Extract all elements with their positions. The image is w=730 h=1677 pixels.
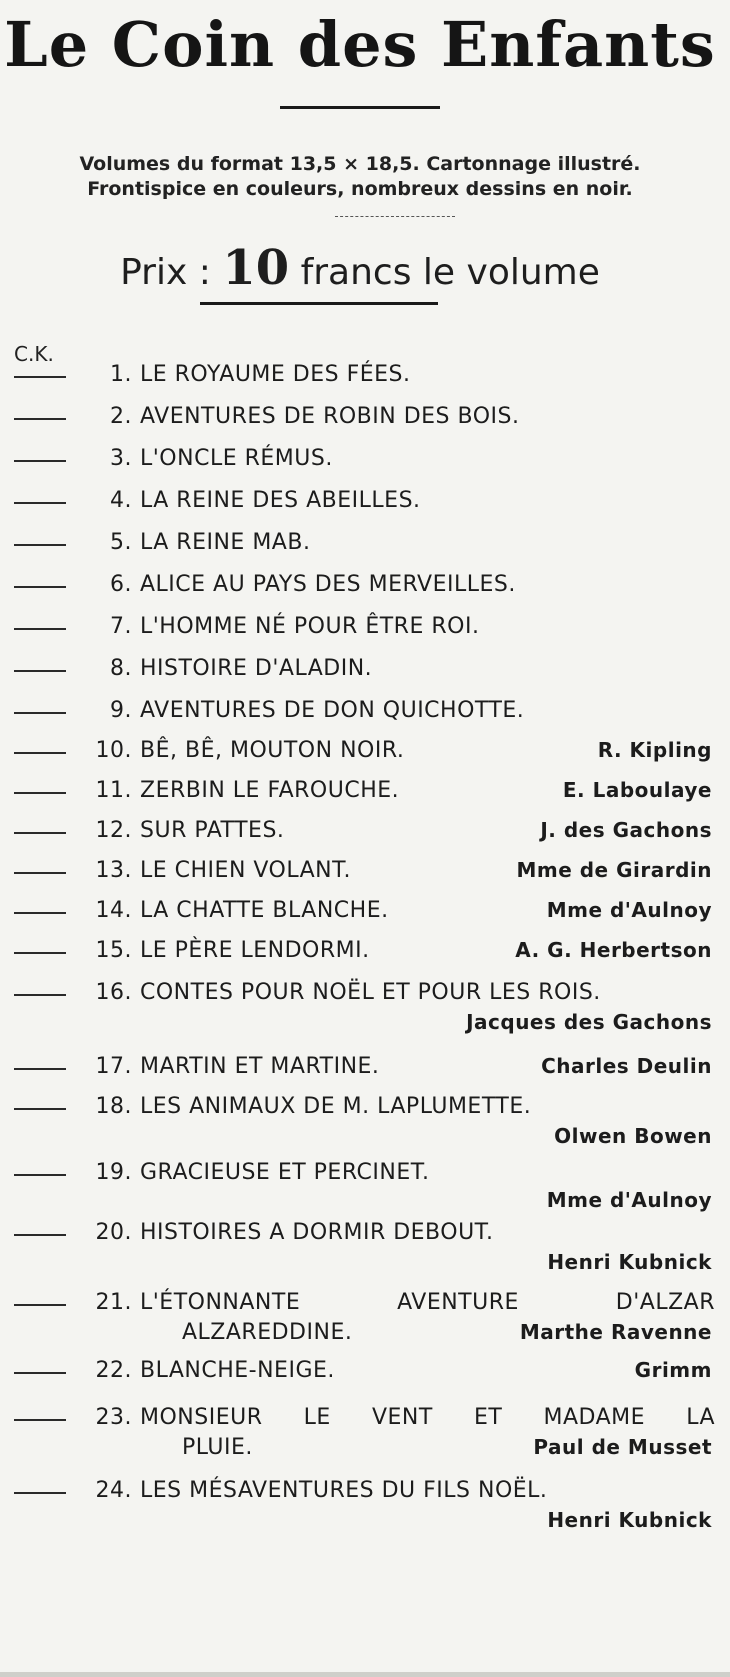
entry-dash	[14, 792, 66, 794]
entry-dash	[14, 832, 66, 834]
item-title-word: MADAME	[543, 1405, 646, 1430]
item-title	[76, 488, 421, 513]
item-title	[76, 1160, 430, 1185]
item-author: Mme de Girardin	[516, 858, 712, 882]
item-title-text: LE ROYAUME DES FÉES.	[140, 362, 411, 387]
item-title-text: HISTOIRES A DORMIR DEBOUT.	[140, 1220, 494, 1245]
item-title-text: L'ONCLE RÉMUS.	[140, 446, 333, 471]
item-title	[76, 614, 479, 639]
entry-dash	[14, 712, 66, 714]
entry-dash	[14, 376, 66, 378]
item-title	[76, 656, 372, 681]
item-title-text: SUR PATTES.	[140, 818, 285, 843]
page-title: Le Coin des Enfants	[4, 8, 716, 81]
item-author: Grimm	[634, 1358, 712, 1382]
item-number-text: 15.	[95, 938, 132, 963]
item-title-text: LA REINE MAB.	[140, 530, 311, 555]
price-suffix: francs le volume	[300, 252, 600, 293]
item-title-text: CONTES POUR NOËL ET POUR LES ROIS.	[140, 980, 601, 1005]
item-title	[76, 980, 601, 1005]
item-title	[76, 1094, 531, 1119]
price-value: 10	[222, 240, 290, 296]
item-author: Henri Kubnick	[547, 1250, 712, 1274]
item-title-word: L'ÉTONNANTE	[140, 1290, 301, 1315]
item-number-text: 5.	[110, 530, 132, 555]
price-underline	[200, 302, 438, 305]
item-title	[76, 404, 519, 429]
item-title	[76, 818, 284, 843]
item-author: Charles Deulin	[541, 1054, 712, 1078]
item-title	[76, 362, 411, 387]
item-title-text: LA CHATTE BLANCHE.	[140, 898, 389, 923]
price-prefix: Prix :	[120, 252, 211, 293]
entry-dash	[14, 460, 66, 462]
item-title-text: L'HOMME NÉ POUR ÊTRE ROI.	[140, 614, 480, 639]
item-number-text: 17.	[95, 1054, 132, 1079]
item-title-text: LE CHIEN VOLANT.	[140, 858, 351, 883]
entry-dash	[14, 1419, 66, 1421]
item-title	[76, 446, 333, 471]
item-author: J. des Gachons	[540, 818, 712, 842]
item-number-text: 7.	[110, 614, 132, 639]
entry-dash	[14, 670, 66, 672]
item-title-text: AVENTURES DE DON QUICHOTTE.	[140, 698, 525, 723]
item-number-text: 20.	[95, 1220, 132, 1245]
item-author: Marthe Ravenne	[519, 1320, 712, 1344]
entry-dash	[14, 502, 66, 504]
item-number-text: 18.	[95, 1094, 132, 1119]
entry-dash	[14, 1492, 66, 1494]
item-title-continued: PLUIE.	[182, 1435, 253, 1460]
item-title	[76, 858, 351, 883]
item-title-text: LA REINE DES ABEILLES.	[140, 488, 421, 513]
item-author: E. Laboulaye	[562, 778, 712, 802]
item-title	[76, 530, 310, 555]
format-line-2: Frontispice en couleurs, nombreux dessins en noir.	[87, 178, 633, 200]
item-number-text: 24.	[95, 1478, 132, 1503]
item-number-text: 10.	[95, 738, 132, 763]
entry-dash	[14, 872, 66, 874]
entry-dash	[14, 1304, 66, 1306]
list-item	[0, 980, 730, 1060]
entry-dash	[14, 628, 66, 630]
format-description	[0, 152, 720, 202]
entry-dash	[14, 994, 66, 996]
item-title-text: BÊ, BÊ, MOUTON NOIR.	[140, 738, 405, 763]
item-title-line	[140, 1405, 715, 1430]
format-line-1: Volumes du format 13,5 × 18,5. Cartonnage illustré.	[79, 153, 641, 175]
item-title-text: HISTOIRE D'ALADIN.	[140, 656, 373, 681]
item-author: Paul de Musset	[533, 1435, 712, 1459]
item-number-text: 21.	[95, 1290, 132, 1315]
item-author: Henri Kubnick	[547, 1508, 712, 1532]
item-number-text: 14.	[95, 898, 132, 923]
collection-code: C.K.	[14, 342, 54, 366]
entry-dash	[14, 912, 66, 914]
item-number-text: 16.	[95, 980, 132, 1005]
item-title-text: GRACIEUSE ET PERCINET.	[140, 1160, 430, 1185]
entry-dash	[14, 752, 66, 754]
item-number-text: 3.	[110, 446, 132, 471]
item-title-text: ZERBIN LE FAROUCHE.	[140, 778, 400, 803]
item-title-word: ET	[474, 1405, 503, 1430]
entry-dash	[14, 1234, 66, 1236]
item-number-text: 1.	[110, 362, 132, 387]
item-author: R. Kipling	[597, 738, 712, 762]
item-author: Mme d'Aulnoy	[546, 898, 712, 922]
item-title	[76, 938, 370, 963]
entry-dash	[14, 544, 66, 546]
entry-dash	[14, 1174, 66, 1176]
item-number-text: 6.	[110, 572, 132, 597]
entry-dash	[14, 1108, 66, 1110]
list-item	[0, 1405, 730, 1485]
item-title-line	[140, 1290, 715, 1315]
entry-dash	[14, 418, 66, 420]
item-title-text: LES MÉSAVENTURES DU FILS NOËL.	[140, 1478, 548, 1503]
item-title-word: D'ALZAR	[615, 1290, 715, 1315]
item-number-text: 22.	[95, 1358, 132, 1383]
item-title-word: VENT	[371, 1405, 433, 1430]
item-title-text: BLANCHE-NEIGE.	[140, 1358, 335, 1383]
item-title-text: LE PÈRE LENDORMI.	[140, 938, 370, 963]
item-title-text: ALICE AU PAYS DES MERVEILLES.	[140, 572, 516, 597]
item-title	[76, 1358, 335, 1383]
item-author: Jacques des Gachons	[466, 1010, 712, 1034]
item-title-text: LES ANIMAUX DE M. LAPLUMETTE.	[140, 1094, 532, 1119]
list-item	[0, 1478, 730, 1558]
item-number-text: 11.	[95, 778, 132, 803]
item-number	[76, 1405, 140, 1430]
item-author: A. G. Herbertson	[515, 938, 712, 962]
title-underline	[280, 106, 440, 109]
item-number-text: 8.	[110, 656, 132, 681]
item-number-text: 13.	[95, 858, 132, 883]
item-title-word: LE	[303, 1405, 331, 1430]
item-title-text: AVENTURES DE ROBIN DES BOIS.	[140, 404, 520, 429]
item-author: Mme d'Aulnoy	[546, 1188, 712, 1212]
item-number-text: 4.	[110, 488, 132, 513]
item-title	[76, 1478, 547, 1503]
item-title	[76, 738, 404, 763]
entry-dash	[14, 586, 66, 588]
item-number-text: 9.	[110, 698, 132, 723]
page-edge	[0, 1672, 730, 1677]
item-title	[76, 572, 516, 597]
item-title	[76, 778, 399, 803]
list-item	[0, 1220, 730, 1300]
item-title	[76, 698, 524, 723]
price-line	[0, 240, 720, 296]
dotted-divider	[335, 216, 455, 217]
item-number-text: 12.	[95, 818, 132, 843]
entry-dash	[14, 1372, 66, 1374]
item-title-word: MONSIEUR	[140, 1405, 263, 1430]
item-title-word: LA	[686, 1405, 715, 1430]
item-title	[76, 1220, 494, 1245]
item-author: Olwen Bowen	[554, 1124, 712, 1148]
item-title-text: MARTIN ET MARTINE.	[140, 1054, 380, 1079]
item-number	[76, 1290, 140, 1315]
item-number-text: 2.	[110, 404, 132, 429]
item-title-continued: ALZAREDDINE.	[182, 1320, 353, 1345]
entry-dash	[14, 1068, 66, 1070]
item-number-text: 23.	[95, 1405, 132, 1430]
item-title	[76, 898, 389, 923]
item-title	[76, 1054, 379, 1079]
item-number-text: 19.	[95, 1160, 132, 1185]
item-title-word: AVENTURE	[397, 1290, 519, 1315]
entry-dash	[14, 952, 66, 954]
